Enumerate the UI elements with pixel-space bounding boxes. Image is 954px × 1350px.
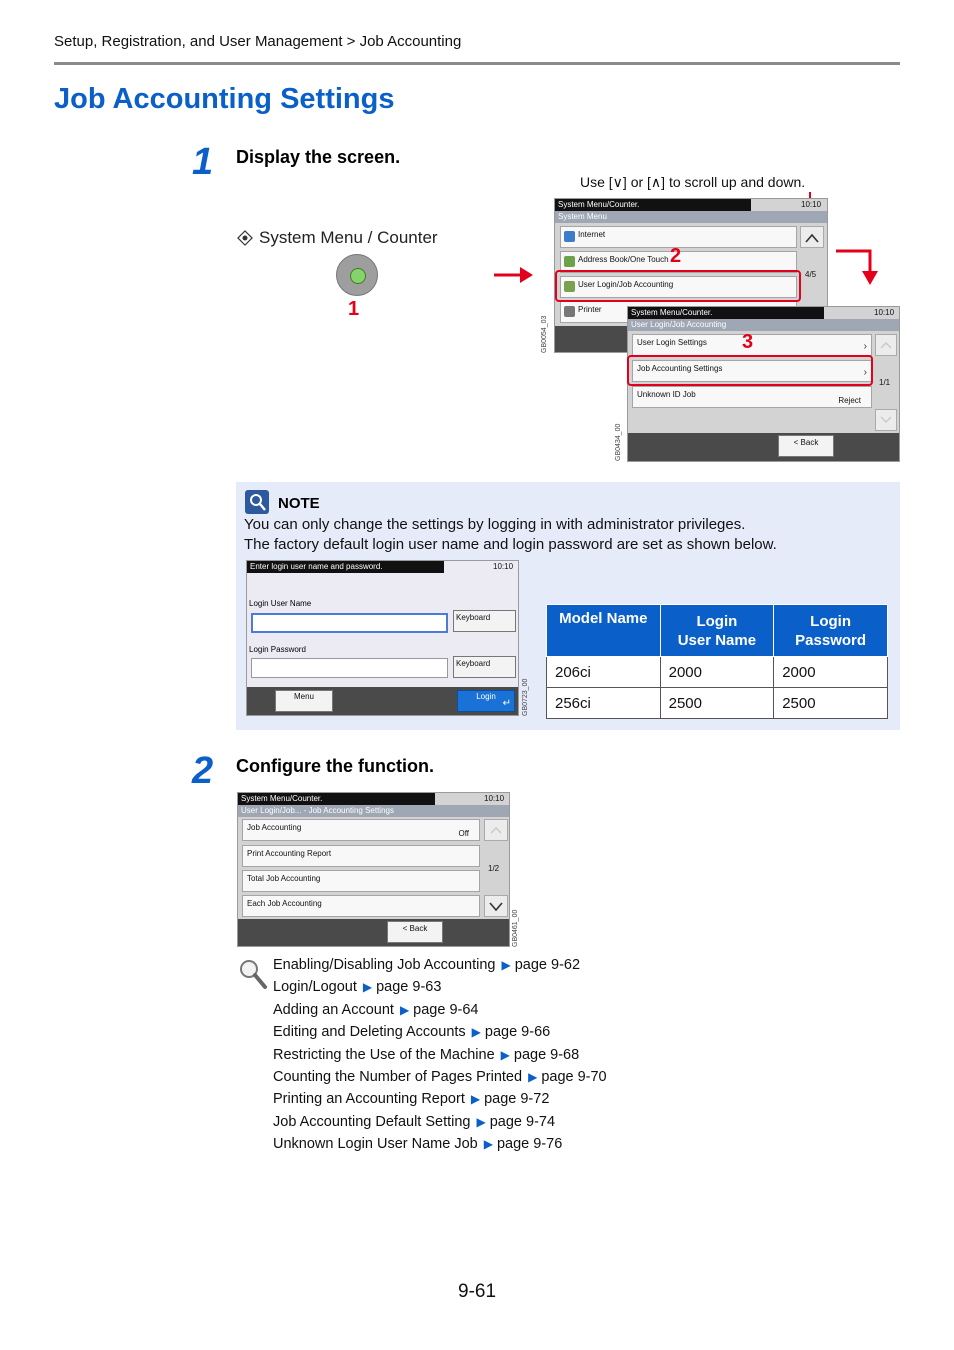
panel-a-top-label: System Menu/Counter. (555, 199, 751, 211)
header-rule (54, 62, 900, 65)
cell-user-name: 2500 (660, 688, 774, 719)
system-menu-key[interactable] (336, 254, 378, 296)
menu-item-label: Total Job Accounting (247, 874, 321, 883)
page-number: 9-61 (458, 1281, 497, 1302)
table-row (547, 657, 888, 688)
panel-c-time: 10:10 (484, 794, 505, 803)
play-arrow-icon: ▶ (501, 958, 511, 972)
step-2-title: Configure the function. (236, 756, 434, 776)
printer-icon (564, 306, 575, 317)
panel-b-time: 10:10 (874, 308, 895, 317)
page-title: Job Accounting Settings (54, 83, 395, 115)
password-keyboard-button[interactable]: Keyboard (453, 656, 516, 678)
cell-model: 206ci (547, 657, 661, 688)
menu-item-label: User Login/Job Accounting (578, 280, 674, 289)
play-arrow-icon: ▶ (471, 1025, 481, 1040)
panel-b-page-counter: 1/1 (879, 378, 891, 387)
unknown-id-job-value: Reject (838, 396, 861, 405)
cell-user-name: 2000 (660, 657, 774, 688)
user-name-keyboard-button[interactable]: Keyboard (453, 610, 516, 632)
cell-password: 2000 (774, 657, 888, 688)
login-user-name-input[interactable] (251, 613, 448, 633)
header-login-user-name: Login User Name (660, 605, 774, 657)
reference-link[interactable]: Adding an Account ▶ page 9-64 (273, 1001, 479, 1018)
chevron-up-icon (489, 825, 503, 835)
reference-link[interactable]: Enabling/Disabling Job Accounting ▶ page 9-62 (273, 957, 581, 973)
menu-item-label: Address Book/One Touch (578, 255, 669, 264)
login-time: 10:10 (493, 562, 514, 571)
system-menu-key-text: System Menu / Counter (259, 228, 438, 247)
scroll-down-button[interactable] (484, 895, 508, 917)
highlight-user-login (555, 270, 801, 302)
scroll-up-button[interactable] (484, 819, 508, 841)
scroll-up-button[interactable] (800, 226, 824, 248)
chevron-up-icon (804, 232, 820, 244)
panel-a-image-id: GB0054_03 (541, 315, 548, 353)
chevron-up-icon (879, 340, 893, 350)
note-line-2: The factory default login user name and login password are set as shown below. (244, 536, 777, 553)
system-menu-icon (236, 229, 254, 247)
chevron-right-icon: › (863, 367, 867, 378)
login-top-label: Enter login user name and password. (247, 561, 444, 573)
scroll-note: Use [∨] or [∧] to scroll up and down. (580, 174, 806, 190)
panel-c-sub-label: User Login/Job... - Job Accounting Settings (238, 805, 509, 817)
step-2-number: 2 (192, 750, 214, 792)
play-arrow-icon: ▶ (483, 1137, 493, 1152)
note-label: NOTE (278, 495, 320, 512)
header-login-password: Login Password (774, 605, 888, 657)
callout-3: 3 (742, 331, 754, 353)
play-arrow-icon: ▶ (500, 1047, 510, 1062)
panel-a-sub-label: System Menu (555, 211, 827, 223)
panel-job-accounting-settings (237, 792, 510, 947)
panel-login (246, 560, 519, 716)
play-arrow-icon: ▶ (476, 1114, 486, 1129)
reference-link[interactable]: Job Accounting Default Setting ▶ page 9-74 (273, 1113, 556, 1130)
panel-b-footer (628, 433, 899, 461)
menu-item-total-job-accounting[interactable] (242, 870, 480, 892)
panel-c-top-label: System Menu/Counter. (238, 793, 435, 805)
panel-c-image-id: GB0461_00 (512, 909, 519, 947)
menu-item-label: Each Job Accounting (247, 899, 322, 908)
login-footer (247, 687, 518, 715)
system-menu-key-label (236, 228, 438, 248)
cell-model: 256ci (547, 688, 661, 719)
login-button-label: Login (476, 692, 496, 701)
chevron-down-icon (488, 901, 504, 913)
step-1-number: 1 (192, 141, 214, 183)
note-icon (245, 490, 269, 514)
play-arrow-icon: ▶ (470, 1092, 481, 1107)
highlight-job-accounting-settings (627, 355, 873, 386)
reference-link[interactable]: Unknown Login User Name Job ▶ page 9-76 (273, 1136, 563, 1153)
menu-item-label: Unknown ID Job (637, 390, 696, 399)
menu-item-unknown-id-job[interactable] (632, 386, 872, 408)
enter-icon: ↵ (502, 698, 511, 709)
login-password-label: Login Password (249, 645, 306, 654)
menu-item-label: Job Accounting Settings (637, 364, 723, 373)
back-button[interactable]: < Back (387, 921, 443, 943)
breadcrumb: Setup, Registration, and User Management > Job Accounting (54, 33, 462, 50)
menu-item-label: Job Accounting (247, 823, 302, 832)
play-arrow-icon: ▶ (528, 1070, 538, 1085)
menu-item-label: User Login Settings (637, 338, 707, 347)
menu-item-each-job-accounting[interactable] (242, 895, 480, 917)
reference-link[interactable]: Editing and Deleting Accounts ▶ page 9-66 (273, 1024, 551, 1041)
magnifier-reference-icon (238, 958, 268, 990)
address-book-icon (564, 256, 575, 267)
menu-item-job-accounting[interactable] (242, 819, 480, 841)
note-line-1: You can only change the settings by logging in with administrator privileges. (244, 516, 746, 533)
login-password-input[interactable] (251, 658, 448, 678)
callout-2: 2 (670, 245, 682, 267)
panel-b-sub-label: User Login/Job Accounting (628, 319, 899, 331)
panel-c-page-counter: 1/2 (488, 864, 500, 873)
table-row (547, 688, 888, 719)
login-image-id: GB0723_00 (522, 678, 529, 716)
menu-item-label: Print Accounting Report (247, 849, 332, 858)
panel-a-time: 10:10 (801, 200, 822, 209)
reference-link[interactable]: Restricting the Use of the Machine ▶ page 9-68 (273, 1046, 580, 1063)
play-arrow-icon: ▶ (399, 1002, 410, 1017)
chevron-down-icon (879, 415, 893, 425)
step-1-title: Display the screen. (236, 147, 401, 167)
table-header-row (547, 605, 888, 657)
reference-link[interactable]: Counting the Number of Pages Printed ▶ page 9-70 (273, 1069, 607, 1086)
login-button[interactable] (457, 690, 515, 712)
login-user-name-label: Login User Name (249, 599, 312, 608)
reference-link[interactable]: Login/Logout ▶ page 9-63 (273, 979, 442, 996)
reference-list (273, 954, 607, 1156)
credentials-table (546, 604, 888, 719)
callout-1: 1 (348, 298, 360, 320)
reference-link[interactable]: Printing an Accounting Report ▶ page 9-72 (273, 1091, 550, 1108)
menu-item-label: Internet (578, 230, 606, 239)
right-arrow-icon (494, 266, 534, 284)
scroll-up-button[interactable] (875, 334, 897, 356)
key-led-icon (350, 268, 366, 284)
play-arrow-icon: ▶ (362, 980, 373, 995)
down-arrow-icon (834, 247, 878, 287)
header-model-name: Model Name (547, 605, 661, 657)
scroll-down-button[interactable] (875, 409, 897, 431)
chevron-right-icon: › (863, 341, 867, 352)
panel-b-top-label: System Menu/Counter. (628, 307, 824, 319)
menu-item-print-accounting-report[interactable] (242, 845, 480, 867)
panel-a-page-counter: 4/5 (805, 270, 817, 279)
internet-icon (564, 231, 575, 242)
back-button[interactable]: < Back (778, 435, 834, 457)
cell-password: 2500 (774, 688, 888, 719)
panel-c-footer (238, 919, 509, 946)
panel-b-image-id: GB0434_00 (615, 423, 622, 461)
menu-button[interactable]: Menu (275, 690, 333, 712)
job-accounting-value: Off (458, 829, 469, 838)
menu-item-label: Printer (578, 305, 602, 314)
